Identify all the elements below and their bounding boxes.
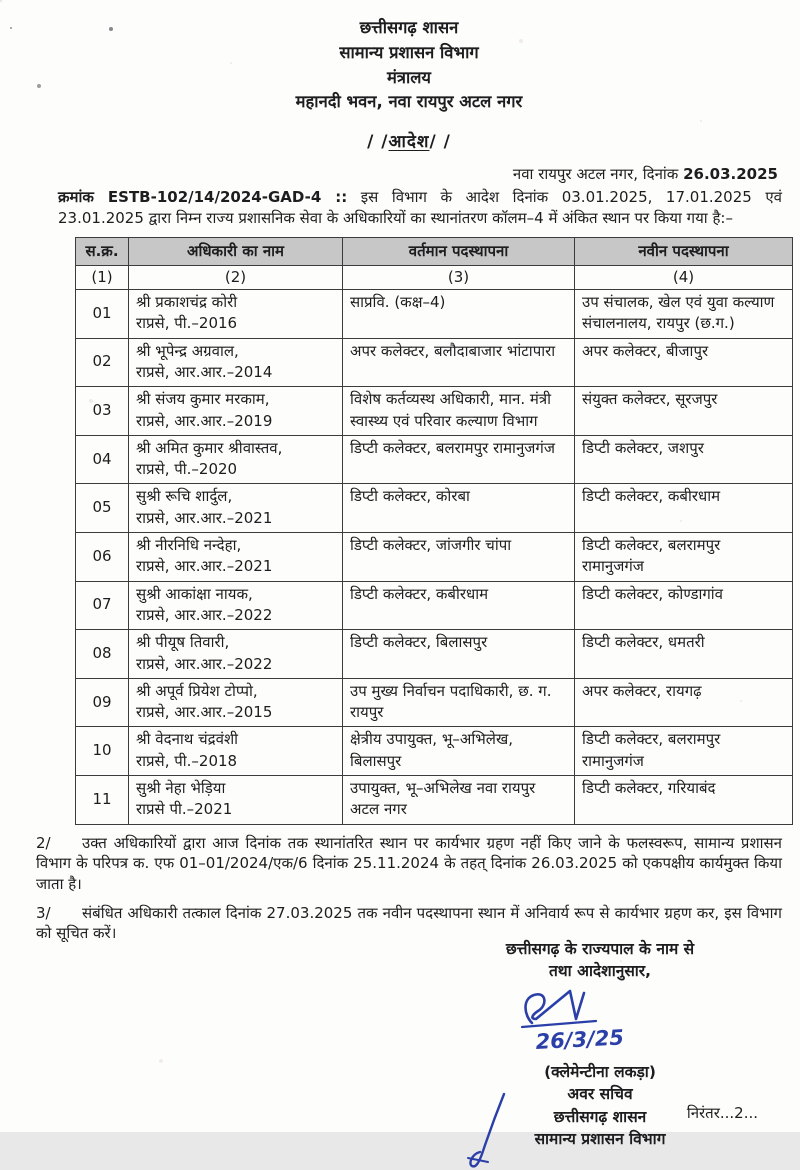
table-row [76, 290, 793, 339]
header-serial: स.क्र. [76, 237, 129, 265]
cell-officer-name [129, 435, 343, 484]
reference-text: इस विभाग के आदेश दिनांक 03.01.2025, 17.01.2025 एवं 23.01.2025 द्वारा निम्न राज्य प्रशासनिक सेवा के अधिकारियों का स्थानांतरण कॉलम–4 में अंकित स्थान पर किया गया है:– [58, 188, 782, 227]
cell-serial: 05 [76, 484, 129, 533]
paragraph-2-text: उक्त अधिकारियों द्वारा आज दिनांक तक स्थानांतरित स्थान पर कार्यभार ग्रहण नहीं किए जाने के फलस्वरूप, सामान्य प्रशासन विभाग के परिपत्र क. एफ 01–01/2024/एक/6 दिनांक 25.11.2024 के तहत् दिनांक 26.03.2025 को एकपक्षीय कार्यमुक्त किया जाता है। [36, 833, 782, 894]
officer-name-line: सुश्री आकांक्षा नायक, [136, 584, 253, 603]
order-date: 26.03.2025 [683, 165, 778, 184]
officer-cadre-line: राप्रसे, आर.आर.–2015 [136, 703, 273, 722]
cell-current-posting: डिप्टी कलेक्टर, जांजगीर चांपा [343, 533, 575, 582]
table-row [76, 727, 793, 776]
officer-name-line: श्री वेदनाथ चंद्रवंशी [136, 730, 239, 749]
cell-current-posting: डिप्टी कलेक्टर, कोरबा [343, 484, 575, 533]
cell-current-posting: क्षेत्रीय उपायुक्त, भू–अभिलेख, बिलासपुर [343, 727, 575, 776]
cell-serial: 11 [76, 776, 129, 825]
cell-officer-name [129, 338, 343, 387]
officer-cadre-line: राप्रसे, आर.आर.–2019 [136, 411, 273, 430]
cell-new-posting: डिप्टी कलेक्टर, बलरामपुर रामानुजगंज [575, 533, 793, 582]
place-label: नवा रायपुर अटल नगर, दिनांक [512, 165, 684, 184]
cell-serial: 09 [76, 678, 129, 727]
cell-current-posting: डिप्टी कलेक्टर, कबीरधाम [343, 581, 575, 630]
table-row [76, 630, 793, 679]
table-row [76, 484, 793, 533]
cell-serial: 08 [76, 630, 129, 679]
paragraph-2-number: 2/ [36, 833, 51, 852]
cell-new-posting: संयुक्त कलेक्टर, सूरजपुर [575, 387, 793, 436]
address-line: महानदी भवन, नवा रायपुर अटल नगर [295, 92, 523, 112]
cell-new-posting: डिप्टी कलेक्टर, कोण्डागांव [575, 581, 793, 630]
order-word: आदेश [388, 132, 430, 152]
cell-officer-name [129, 727, 343, 776]
handwritten-date: 26/3/25 [535, 1025, 625, 1054]
officer-name-line: श्री अमित कुमार श्रीवास्तव, [136, 438, 283, 457]
cell-new-posting: डिप्टी कलेक्टर, धमतरी [575, 630, 793, 679]
transfer-table [75, 237, 793, 825]
cell-officer-name [129, 678, 343, 727]
column-number-row [76, 265, 793, 289]
cell-serial: 03 [76, 387, 129, 436]
transfer-table-body [76, 290, 793, 825]
cell-officer-name [129, 581, 343, 630]
cell-new-posting: उप संचालक, खेल एवं युवा कल्याण संचालनालय, रायपुर (छ.ग.) [575, 290, 793, 339]
cell-new-posting: डिप्टी कलेक्टर, बलरामपुर रामानुजगंज [575, 727, 793, 776]
paragraph-3-text: संबंधित अधिकारी तत्काल दिनांक 27.03.2025 तक नवीन पदस्थापना स्थान में अनिवार्य रूप से कार्यभार ग्रहण कर, इस विभाग को सूचित करें। [36, 903, 782, 943]
cell-serial: 02 [76, 338, 129, 387]
officer-name-line: सुश्री नेहा भेड़िया [136, 779, 226, 798]
officer-name-line: श्री संजय कुमार मरकाम, [136, 390, 270, 409]
officer-cadre-line: राप्रसे, आर.आर.–2022 [136, 605, 273, 624]
colnum-3: (3) [343, 265, 575, 289]
table-row [76, 435, 793, 484]
cell-serial: 07 [76, 581, 129, 630]
cell-new-posting: डिप्टी कलेक्टर, गरियाबंद [575, 776, 793, 825]
cell-serial: 01 [76, 290, 129, 339]
org-line-2: सामान्य प्रशासन विभाग [534, 1130, 666, 1149]
cell-new-posting: डिप्टी कलेक्टर, कबीरधाम [575, 484, 793, 533]
department-name: सामान्य प्रशासन विभाग [339, 42, 479, 62]
header-new-posting: नवीन पदस्थापना [575, 237, 793, 265]
officer-name-line: श्री प्रकाशचंद्र कोरी [136, 293, 238, 312]
letterhead [36, 16, 782, 115]
table-row [76, 338, 793, 387]
cell-current-posting: अपर कलेक्टर, बलौदाबाजार भांटापारा [343, 338, 575, 387]
officer-cadre-line: राप्रसे, पी.–2018 [136, 751, 238, 770]
officer-name-line: सुश्री रूचि शार्दुल, [136, 487, 233, 506]
officer-cadre-line: राप्रसे, आर.आर.–2021 [136, 508, 273, 527]
cell-serial: 06 [76, 533, 129, 582]
table-row [76, 581, 793, 630]
cell-current-posting: साप्रवि. (कक्ष–4) [343, 290, 575, 339]
header-officer-name: अधिकारी का नाम [129, 237, 343, 265]
government-name: छत्तीसगढ़ शासन [359, 18, 459, 37]
cell-current-posting: उप मुख्य निर्वाचन पदाधिकारी, छ. ग. रायपुर [343, 678, 575, 727]
cell-current-posting: डिप्टी कलेक्टर, बिलासपुर [343, 630, 575, 679]
officer-name-line: श्री भूपेन्द्र अग्रवाल, [136, 341, 239, 360]
cell-new-posting: अपर कलेक्टर, रायगढ़ [575, 678, 793, 727]
officer-name-line: श्री पीयूष तिवारी, [136, 633, 230, 652]
officer-name-line: श्री अपूर्व प्रियेश टोप्पो, [136, 681, 258, 700]
cell-officer-name [129, 533, 343, 582]
signature-area [430, 983, 770, 1061]
by-order-line-2: तथा आदेशानुसार, [548, 962, 652, 981]
table-row [76, 533, 793, 582]
colnum-1: (1) [76, 265, 129, 289]
signatory-name: (क्लेमेन्टीना लकड़ा) [544, 1062, 656, 1081]
continuation-note: निरंतर...2... [686, 1104, 758, 1123]
colnum-4: (4) [575, 265, 793, 289]
handwritten-signature [518, 985, 668, 1061]
officer-cadre-line: राप्रसे पी.–2021 [136, 800, 233, 819]
cell-current-posting: डिप्टी कलेक्टर, बलरामपुर रामानुजगंज [343, 435, 575, 484]
by-order-line-1: छत्तीसगढ़ के राज्यपाल के नाम से [505, 940, 695, 958]
cell-serial: 10 [76, 727, 129, 776]
cell-new-posting: अपर कलेक्टर, बीजापुर [575, 338, 793, 387]
ministry-label: मंत्रालय [386, 67, 431, 87]
place-date-line [36, 164, 782, 185]
order-number: क्रमांक ESTB-102/14/2024-GAD-4 :: [58, 188, 348, 207]
cell-serial: 04 [76, 435, 129, 484]
paragraph-3-number: 3/ [36, 903, 51, 922]
order-title-prefix: / / [367, 132, 389, 152]
cell-current-posting: विशेष कर्तव्यस्थ अधिकारी, मान. मंत्री स्वास्थ्य एवं परिवार कल्याण विभाग [343, 387, 575, 436]
cell-officer-name [129, 387, 343, 436]
signatory-designation: अवर सचिव [567, 1085, 633, 1104]
cell-current-posting: उपायुक्त, भू–अभिलेख नवा रायपुर अटल नगर [343, 776, 575, 825]
officer-cadre-line: राप्रसे, आर.आर.–2021 [136, 557, 273, 576]
order-title [36, 131, 782, 154]
cell-officer-name [129, 290, 343, 339]
table-header-row [76, 237, 793, 265]
cell-new-posting: डिप्टी कलेक्टर, जशपुर [575, 435, 793, 484]
officer-cadre-line: राप्रसे, आर.आर.–2022 [136, 654, 273, 673]
paragraph-2 [36, 833, 782, 895]
cell-officer-name [129, 776, 343, 825]
reference-paragraph [36, 187, 782, 228]
table-row [76, 387, 793, 436]
table-row [76, 678, 793, 727]
header-current-posting: वर्तमान पदस्थापना [343, 237, 575, 265]
org-line-1: छत्तीसगढ़ शासन [553, 1107, 647, 1126]
officer-cadre-line: राप्रसे, पी.–2016 [136, 314, 238, 333]
cell-officer-name [129, 630, 343, 679]
officer-cadre-line: राप्रसे, आर.आर.–2014 [136, 363, 273, 381]
officer-cadre-line: राप्रसे, पी.–2020 [136, 460, 238, 479]
order-title-suffix: / / [429, 132, 451, 152]
pen-stroke [458, 1092, 518, 1170]
scan-noise [0, 0, 2, 2]
colnum-2: (2) [129, 265, 343, 289]
officer-name-line: श्री नीरनिधि नन्देहा, [136, 536, 242, 555]
table-row [76, 776, 793, 825]
cell-officer-name [129, 484, 343, 533]
